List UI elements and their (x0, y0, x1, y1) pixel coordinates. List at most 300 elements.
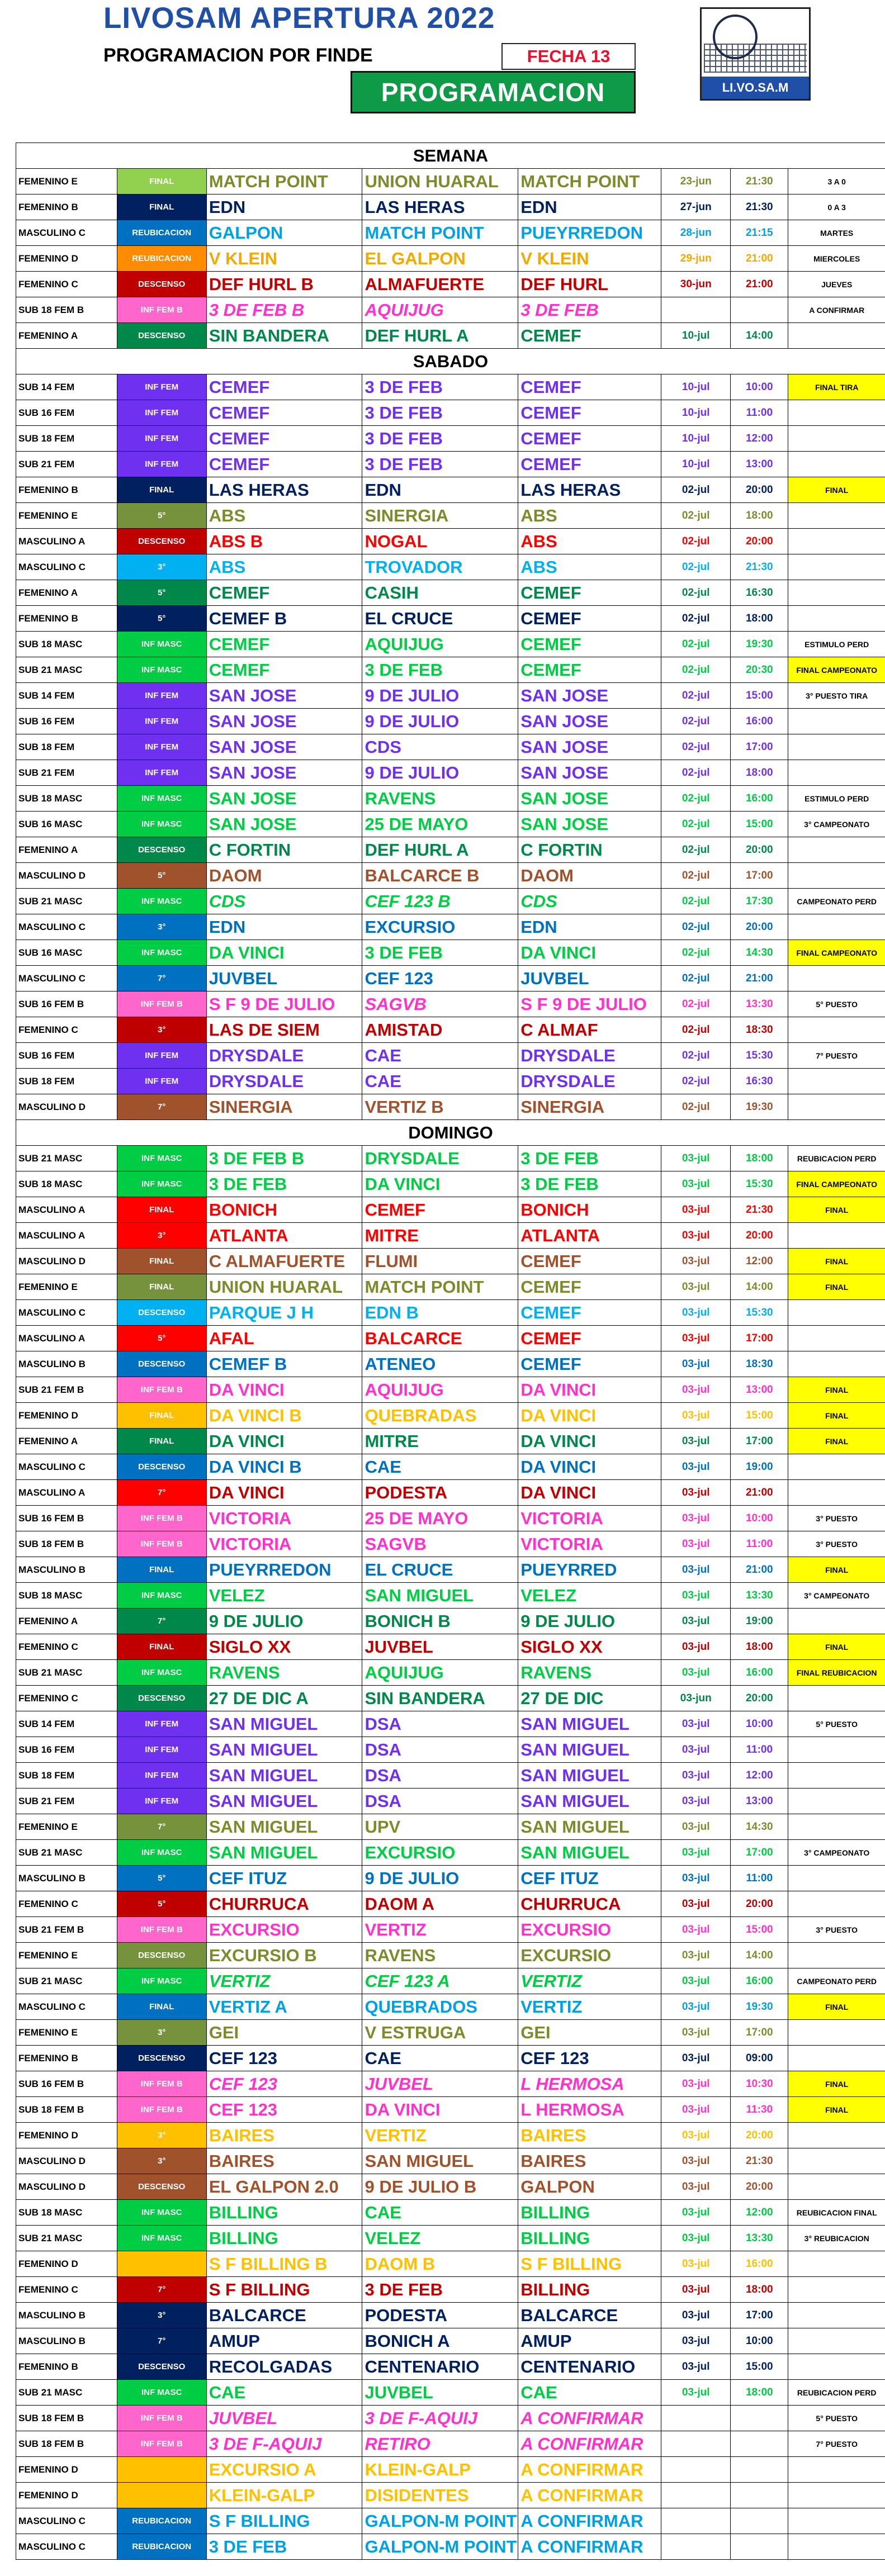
observation-cell (788, 1943, 885, 1968)
match-row (16, 2148, 885, 2174)
venue-cell: BALCARCE (518, 2303, 661, 2328)
date-cell (661, 297, 731, 323)
observation-cell (788, 1814, 885, 1840)
home-team-cell: GALPON (206, 220, 362, 246)
match-type-cell: DESCENSO (117, 272, 206, 297)
date-cell: 03-jul (661, 1660, 731, 1686)
observation-cell: 3° PUESTO TIRA (788, 683, 885, 709)
match-row (16, 1171, 885, 1197)
match-type-cell: DESCENSO (117, 2174, 206, 2200)
away-team-cell: CAE (362, 2046, 518, 2071)
category-cell: FEMENINO D (16, 2123, 117, 2148)
date-cell: 03-jul (661, 1968, 731, 1994)
observation-cell: FINAL CAMPEONATO (788, 1171, 885, 1197)
home-team-cell: S F 9 DE JULIO (206, 992, 362, 1017)
home-team-cell: DA VINCI (206, 1377, 362, 1403)
away-team-cell: DAOM B (362, 2251, 518, 2277)
date-cell: 03-jul (661, 2328, 731, 2354)
match-row (16, 889, 885, 914)
home-team-cell: S F BILLING (206, 2508, 362, 2534)
away-team-cell: PODESTA (362, 1480, 518, 1506)
home-team-cell: AFAL (206, 1326, 362, 1351)
away-team-cell: VERTIZ (362, 2123, 518, 2148)
page-header (0, 0, 885, 143)
time-cell: 21:30 (731, 169, 788, 194)
away-team-cell: EL GALPON (362, 246, 518, 272)
category-cell: FEMENINO E (16, 169, 117, 194)
date-cell: 02-jul (661, 554, 731, 580)
venue-cell: GEI (518, 2020, 661, 2046)
category-cell: SUB 16 FEM (16, 400, 117, 426)
away-team-cell: AMISTAD (362, 1017, 518, 1043)
match-type-cell: INF FEM (117, 1043, 206, 1069)
away-team-cell: JUVBEL (362, 2071, 518, 2097)
match-row (16, 1377, 885, 1403)
venue-cell: L HERMOSA (518, 2071, 661, 2097)
away-team-cell: PODESTA (362, 2303, 518, 2328)
match-type-cell: INF FEM (117, 1069, 206, 1094)
date-cell: 02-jul (661, 940, 731, 966)
match-type-cell: 7° (117, 1480, 206, 1506)
home-team-cell: VERTIZ (206, 1968, 362, 1994)
observation-cell (788, 1300, 885, 1326)
venue-cell: BONICH (518, 1197, 661, 1223)
date-cell: 03-jul (661, 1351, 731, 1377)
match-row (16, 1043, 885, 1069)
home-team-cell: DA VINCI (206, 940, 362, 966)
category-cell: FEMENINO C (16, 2277, 117, 2303)
match-row (16, 1583, 885, 1609)
match-type-cell: INF FEM (117, 709, 206, 734)
match-type-cell: 7° (117, 966, 206, 992)
match-type-cell: INF FEM (117, 400, 206, 426)
venue-cell: SAN MIGUEL (518, 1711, 661, 1737)
venue-cell: A CONFIRMAR (518, 2431, 661, 2457)
category-cell: SUB 18 FEM B (16, 2097, 117, 2123)
away-team-cell: VERTIZ (362, 1917, 518, 1943)
away-team-cell: 3 DE F-AQUIJ (362, 2406, 518, 2431)
time-cell: 18:00 (731, 2277, 788, 2303)
venue-cell: 3 DE FEB (518, 1146, 661, 1171)
category-cell: SUB 18 MASC (16, 786, 117, 812)
logo-label: LI.VO.SA.M (702, 77, 809, 99)
match-type-cell: FINAL (117, 477, 206, 503)
observation-cell (788, 1094, 885, 1120)
category-cell: FEMENINO C (16, 1634, 117, 1660)
observation-cell (788, 1069, 885, 1094)
time-cell: 21:00 (731, 1480, 788, 1506)
observation-cell (788, 606, 885, 632)
time-cell: 21:00 (731, 246, 788, 272)
time-cell: 20:00 (731, 2174, 788, 2200)
away-team-cell: AQUIJUG (362, 632, 518, 657)
page-subtitle: PROGRAMACION POR FINDE (103, 45, 373, 66)
observation-cell (788, 1609, 885, 1634)
match-row (16, 657, 885, 683)
venue-cell: SIGLO XX (518, 1634, 661, 1660)
date-cell: 03-jul (661, 2097, 731, 2123)
match-type-cell: REUBICACION (117, 2534, 206, 2560)
date-cell: 03-jul (661, 2071, 731, 2097)
match-type-cell: DESCENSO (117, 1351, 206, 1377)
category-cell: MASCULINO A (16, 529, 117, 554)
category-cell: SUB 14 FEM (16, 374, 117, 400)
date-cell: 02-jul (661, 786, 731, 812)
category-cell: SUB 16 MASC (16, 812, 117, 837)
date-cell: 02-jul (661, 760, 731, 786)
observation-cell: FINAL TIRA (788, 374, 885, 400)
home-team-cell: RECOLGADAS (206, 2354, 362, 2380)
home-team-cell: BALCARCE (206, 2303, 362, 2328)
home-team-cell: CHURRUCA (206, 1891, 362, 1917)
time-cell: 18:00 (731, 503, 788, 529)
category-cell: FEMENINO D (16, 2251, 117, 2277)
match-row (16, 1866, 885, 1891)
category-cell: MASCULINO D (16, 1094, 117, 1120)
away-team-cell: LAS HERAS (362, 194, 518, 220)
venue-cell: SAN JOSE (518, 709, 661, 734)
observation-cell (788, 2457, 885, 2483)
match-type-cell: INF FEM (117, 683, 206, 709)
match-type-cell: 3° (117, 554, 206, 580)
match-row (16, 1968, 885, 1994)
category-cell: SUB 21 FEM (16, 452, 117, 477)
observation-cell: REUBICACION FINAL (788, 2200, 885, 2226)
home-team-cell: S F BILLING (206, 2277, 362, 2303)
home-team-cell: CEMEF (206, 657, 362, 683)
home-team-cell: LAS DE SIEM (206, 1017, 362, 1043)
away-team-cell: UNION HUARAL (362, 169, 518, 194)
away-team-cell: CEF 123 A (362, 1968, 518, 1994)
date-cell: 03-jul (661, 2226, 731, 2251)
match-row (16, 1326, 885, 1351)
match-type-cell: 7° (117, 2328, 206, 2354)
match-row (16, 297, 885, 323)
match-row (16, 2071, 885, 2097)
away-team-cell: ATENEO (362, 1351, 518, 1377)
match-row (16, 606, 885, 632)
time-cell: 20:00 (731, 2123, 788, 2148)
date-cell: 02-jul (661, 657, 731, 683)
date-cell: 02-jul (661, 1069, 731, 1094)
away-team-cell: SAN MIGUEL (362, 1583, 518, 1609)
observation-cell (788, 1686, 885, 1711)
away-team-cell: EDN B (362, 1300, 518, 1326)
match-type-cell: INF MASC (117, 786, 206, 812)
category-cell: FEMENINO E (16, 1943, 117, 1968)
venue-cell: DAOM (518, 863, 661, 889)
away-team-cell: EL CRUCE (362, 1557, 518, 1583)
match-type-cell: REUBICACION (117, 2508, 206, 2534)
category-cell: FEMENINO A (16, 1609, 117, 1634)
observation-cell: JUEVES (788, 272, 885, 297)
time-cell: 20:00 (731, 914, 788, 940)
date-cell: 02-jul (661, 734, 731, 760)
away-team-cell: 9 DE JULIO (362, 1866, 518, 1891)
time-cell: 14:00 (731, 1274, 788, 1300)
away-team-cell: 3 DE FEB (362, 374, 518, 400)
match-type-cell: INF MASC (117, 2200, 206, 2226)
home-team-cell: 3 DE F-AQUIJ (206, 2431, 362, 2457)
observation-cell (788, 2148, 885, 2174)
match-row (16, 992, 885, 1017)
time-cell: 11:00 (731, 400, 788, 426)
away-team-cell: 25 DE MAYO (362, 812, 518, 837)
observation-cell: 3° PUESTO (788, 1506, 885, 1531)
venue-cell: SAN MIGUEL (518, 1840, 661, 1866)
date-cell: 02-jul (661, 683, 731, 709)
away-team-cell: SAGVB (362, 1531, 518, 1557)
category-cell: SUB 16 FEM B (16, 1506, 117, 1531)
match-type-cell: INF MASC (117, 1171, 206, 1197)
time-cell (731, 2483, 788, 2508)
observation-cell: 3° PUESTO (788, 1531, 885, 1557)
venue-cell: LAS HERAS (518, 477, 661, 503)
date-cell: 03-jul (661, 1866, 731, 1891)
category-cell: SUB 18 FEM (16, 1763, 117, 1789)
venue-cell: SAN JOSE (518, 812, 661, 837)
match-row (16, 2534, 885, 2560)
away-team-cell: TROVADOR (362, 554, 518, 580)
venue-cell: CHURRUCA (518, 1891, 661, 1917)
venue-cell: PUEYRREDON (518, 220, 661, 246)
time-cell: 17:00 (731, 2303, 788, 2328)
date-cell: 03-jul (661, 2354, 731, 2380)
time-cell: 13:30 (731, 992, 788, 1017)
home-team-cell: CEF 123 (206, 2071, 362, 2097)
home-team-cell: EDN (206, 914, 362, 940)
venue-cell: CEMEF (518, 323, 661, 349)
date-cell: 03-jul (661, 1223, 731, 1249)
venue-cell: CEMEF (518, 1300, 661, 1326)
home-team-cell: CDS (206, 889, 362, 914)
category-cell: SUB 18 FEM B (16, 297, 117, 323)
away-team-cell: SAN MIGUEL (362, 2148, 518, 2174)
match-row (16, 2277, 885, 2303)
venue-cell: SAN JOSE (518, 786, 661, 812)
category-cell: FEMENINO B (16, 194, 117, 220)
venue-cell: BILLING (518, 2226, 661, 2251)
time-cell: 13:00 (731, 452, 788, 477)
date-cell: 28-jun (661, 220, 731, 246)
time-cell: 20:00 (731, 1686, 788, 1711)
date-cell: 03-jul (661, 2277, 731, 2303)
venue-cell: C FORTIN (518, 837, 661, 863)
observation-cell (788, 323, 885, 349)
away-team-cell: MITRE (362, 1429, 518, 1454)
date-cell: 02-jul (661, 837, 731, 863)
venue-cell: CEMEF (518, 657, 661, 683)
match-row (16, 632, 885, 657)
home-team-cell: CEMEF B (206, 1351, 362, 1377)
category-cell: MASCULINO C (16, 1994, 117, 2020)
match-type-cell: INF FEM (117, 426, 206, 452)
venue-cell: SAN MIGUEL (518, 1789, 661, 1814)
match-row (16, 1891, 885, 1917)
venue-cell: CEMEF (518, 1249, 661, 1274)
home-team-cell: VELEZ (206, 1583, 362, 1609)
date-cell: 03-jul (661, 1300, 731, 1326)
category-cell: SUB 16 FEM B (16, 992, 117, 1017)
time-cell: 18:30 (731, 1351, 788, 1377)
match-type-cell: 3° (117, 1223, 206, 1249)
time-cell: 16:00 (731, 786, 788, 812)
match-type-cell: INF FEM (117, 452, 206, 477)
match-row (16, 246, 885, 272)
date-cell: 10-jul (661, 400, 731, 426)
away-team-cell: EDN (362, 477, 518, 503)
date-cell: 03-jul (661, 1634, 731, 1660)
match-type-cell: DESCENSO (117, 837, 206, 863)
away-team-cell: MATCH POINT (362, 1274, 518, 1300)
category-cell: SUB 18 FEM (16, 426, 117, 452)
home-team-cell: VERTIZ A (206, 1994, 362, 2020)
category-cell: FEMENINO B (16, 2046, 117, 2071)
match-row (16, 2328, 885, 2354)
date-cell: 03-jul (661, 1917, 731, 1943)
date-cell: 02-jul (661, 992, 731, 1017)
match-row (16, 2174, 885, 2200)
match-row (16, 1789, 885, 1814)
time-cell: 14:00 (731, 323, 788, 349)
match-row (16, 914, 885, 940)
time-cell: 19:30 (731, 632, 788, 657)
match-type-cell: FINAL (117, 1403, 206, 1429)
time-cell: 19:00 (731, 1609, 788, 1634)
home-team-cell: CEMEF (206, 632, 362, 657)
date-cell: 02-jul (661, 503, 731, 529)
home-team-cell: 3 DE FEB (206, 1171, 362, 1197)
observation-cell: 5° PUESTO (788, 2406, 885, 2431)
section-title: SEMANA (16, 143, 885, 169)
match-row (16, 169, 885, 194)
match-type-cell: FINAL (117, 1197, 206, 1223)
category-cell: MASCULINO C (16, 966, 117, 992)
match-row (16, 1917, 885, 1943)
time-cell: 13:00 (731, 1789, 788, 1814)
venue-cell: SAN MIGUEL (518, 1763, 661, 1789)
observation-cell: 3° CAMPEONATO (788, 1583, 885, 1609)
time-cell: 15:00 (731, 1403, 788, 1429)
venue-cell: DA VINCI (518, 1454, 661, 1480)
venue-cell: 9 DE JULIO (518, 1609, 661, 1634)
match-type-cell: FINAL (117, 1274, 206, 1300)
home-team-cell: BONICH (206, 1197, 362, 1223)
date-cell: 02-jul (661, 966, 731, 992)
time-cell: 16:00 (731, 709, 788, 734)
match-type-cell: INF MASC (117, 2226, 206, 2251)
match-row (16, 966, 885, 992)
match-row (16, 1531, 885, 1557)
observation-cell: FINAL (788, 477, 885, 503)
venue-cell: EXCURSIO (518, 1917, 661, 1943)
match-row (16, 812, 885, 837)
venue-cell: CEMEF (518, 1326, 661, 1351)
date-cell: 02-jul (661, 1017, 731, 1043)
match-type-cell: INF FEM B (117, 1506, 206, 1531)
date-cell: 03-jul (661, 1326, 731, 1351)
observation-cell (788, 2174, 885, 2200)
match-row (16, 1686, 885, 1711)
observation-cell (788, 2303, 885, 2328)
time-cell (731, 2406, 788, 2431)
time-cell: 18:30 (731, 1017, 788, 1043)
fecha-badge: FECHA 13 (501, 43, 636, 70)
home-team-cell: V KLEIN (206, 246, 362, 272)
category-cell: SUB 18 FEM (16, 1069, 117, 1094)
observation-cell (788, 709, 885, 734)
category-cell: MASCULINO D (16, 2148, 117, 2174)
date-cell: 03-jul (661, 1557, 731, 1583)
match-type-cell: DESCENSO (117, 2354, 206, 2380)
section-header-row (16, 143, 885, 169)
away-team-cell: JUVBEL (362, 1634, 518, 1660)
category-cell: SUB 21 MASC (16, 2226, 117, 2251)
section-header-row (16, 349, 885, 374)
match-type-cell: INF FEM B (117, 992, 206, 1017)
observation-cell (788, 529, 885, 554)
away-team-cell: NOGAL (362, 529, 518, 554)
venue-cell: CENTENARIO (518, 2354, 661, 2380)
time-cell: 18:00 (731, 606, 788, 632)
category-cell: SUB 21 FEM B (16, 1377, 117, 1403)
home-team-cell: EXCURSIO (206, 1917, 362, 1943)
time-cell (731, 2431, 788, 2457)
date-cell (661, 2534, 731, 2560)
venue-cell: CEMEF (518, 400, 661, 426)
observation-cell (788, 863, 885, 889)
venue-cell: DRYSDALE (518, 1043, 661, 1069)
match-type-cell: INF FEM B (117, 1531, 206, 1557)
match-row (16, 863, 885, 889)
observation-cell: 5° PUESTO (788, 1711, 885, 1737)
observation-cell: 7° PUESTO (788, 2431, 885, 2457)
home-team-cell: CAE (206, 2380, 362, 2406)
venue-cell: C ALMAF (518, 1017, 661, 1043)
date-cell: 03-jul (661, 1480, 731, 1506)
match-row (16, 1840, 885, 1866)
category-cell: SUB 16 FEM (16, 709, 117, 734)
away-team-cell: DEF HURL A (362, 323, 518, 349)
observation-cell (788, 2483, 885, 2508)
category-cell: SUB 18 MASC (16, 1171, 117, 1197)
venue-cell: VICTORIA (518, 1531, 661, 1557)
time-cell: 19:00 (731, 1454, 788, 1480)
category-cell: FEMENINO D (16, 2457, 117, 2483)
date-cell: 10-jul (661, 426, 731, 452)
venue-cell: VICTORIA (518, 1506, 661, 1531)
date-cell: 03-jul (661, 2251, 731, 2277)
date-cell (661, 2483, 731, 2508)
category-cell: FEMENINO E (16, 1274, 117, 1300)
match-row (16, 1300, 885, 1326)
home-team-cell: SIGLO XX (206, 1634, 362, 1660)
venue-cell: CEF ITUZ (518, 1866, 661, 1891)
date-cell: 02-jul (661, 709, 731, 734)
home-team-cell: KLEIN-GALP (206, 2483, 362, 2508)
away-team-cell: ALMAFUERTE (362, 272, 518, 297)
category-cell: MASCULINO B (16, 2328, 117, 2354)
observation-cell (788, 2354, 885, 2380)
home-team-cell: DA VINCI B (206, 1403, 362, 1429)
match-type-cell: DESCENSO (117, 1454, 206, 1480)
date-cell: 03-jul (661, 1943, 731, 1968)
home-team-cell: SAN JOSE (206, 760, 362, 786)
match-type-cell: INF FEM B (117, 1377, 206, 1403)
observation-cell: FINAL (788, 1557, 885, 1583)
match-type-cell: 3° (117, 2020, 206, 2046)
away-team-cell: BALCARCE B (362, 863, 518, 889)
